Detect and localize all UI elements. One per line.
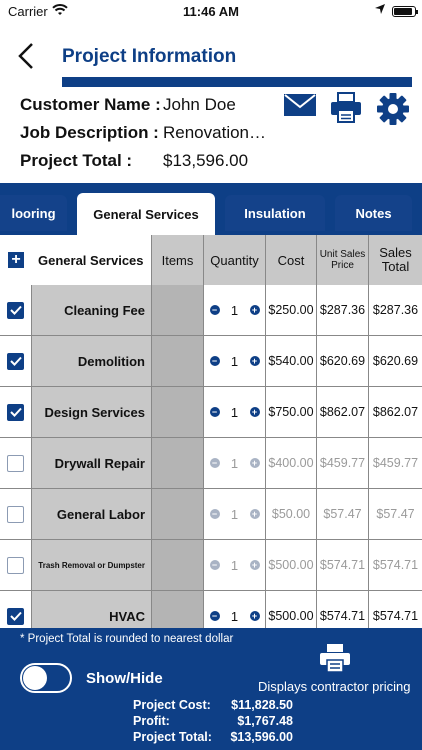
quantity-value: 1 <box>230 404 239 420</box>
row-checkbox[interactable] <box>7 404 24 421</box>
row-checkbox[interactable] <box>7 353 24 370</box>
tab-label: Notes <box>355 205 392 221</box>
gear-icon <box>376 92 410 126</box>
items-cell[interactable] <box>152 387 204 437</box>
sales-total-value: $862.07 <box>369 387 422 437</box>
items-cell[interactable] <box>152 336 204 386</box>
show-hide-toggle[interactable] <box>20 663 72 693</box>
back-button[interactable] <box>14 40 38 72</box>
cost-value[interactable]: $50.00 <box>266 489 317 539</box>
decrement-button[interactable]: − <box>210 509 220 519</box>
quantity-stepper <box>204 438 266 488</box>
table-header <box>0 235 422 285</box>
unit-sales-price-value: $574.71 <box>317 540 369 590</box>
unit-sales-price-value: $459.77 <box>317 438 369 488</box>
row-checkbox-cell <box>0 489 32 539</box>
decrement-button[interactable]: − <box>210 611 220 621</box>
table-row <box>0 336 422 387</box>
quantity-value: 1 <box>230 557 239 573</box>
page-title: Project Information <box>62 46 237 67</box>
sales-total-value: $57.47 <box>369 489 422 539</box>
show-hide-label: Show/Hide <box>86 670 163 687</box>
increment-button[interactable]: + <box>250 509 260 519</box>
footer-project-total-value: $13,596.00 <box>230 730 293 744</box>
unit-sales-price-value: $574.71 <box>317 591 369 641</box>
quantity-stepper <box>204 285 266 335</box>
unit-sales-price-value: $620.69 <box>317 336 369 386</box>
sales-total-value: $287.36 <box>369 285 422 335</box>
row-checkbox[interactable] <box>7 302 24 319</box>
decrement-button[interactable]: − <box>210 458 220 468</box>
increment-button[interactable]: + <box>250 611 260 621</box>
quantity-value: 1 <box>230 455 239 471</box>
print-button[interactable] <box>331 92 361 129</box>
increment-button[interactable]: + <box>250 458 260 468</box>
service-name: Demolition <box>32 336 152 386</box>
clock: 11:46 AM <box>183 4 239 19</box>
tab-label: looring <box>11 205 56 221</box>
row-checkbox-cell <box>0 540 32 590</box>
chevron-left-icon <box>14 40 38 72</box>
contractor-print-button[interactable] <box>320 643 350 678</box>
tab-label: General Services <box>93 206 199 222</box>
items-cell[interactable] <box>152 285 204 335</box>
quantity-stepper <box>204 336 266 386</box>
rounding-note: * Project Total is rounded to nearest dollar <box>20 633 234 645</box>
row-checkbox[interactable] <box>7 455 24 472</box>
contractor-pricing-label: Displays contractor pricing <box>258 679 411 694</box>
header-name <box>0 235 152 285</box>
table-row <box>0 438 422 489</box>
profit-value: $1,767.48 <box>237 714 293 728</box>
cost-value[interactable]: $400.00 <box>266 438 317 488</box>
service-name: Cleaning Fee <box>32 285 152 335</box>
table-row <box>0 540 422 591</box>
checkmark-icon <box>10 407 22 417</box>
tab-label: Insulation <box>244 205 306 221</box>
totals-summary <box>133 698 293 746</box>
quantity-stepper <box>204 387 266 437</box>
tab-flooring[interactable] <box>0 195 67 231</box>
cost-value[interactable]: $500.00 <box>266 540 317 590</box>
checkmark-icon <box>10 611 22 621</box>
decrement-button[interactable]: − <box>210 305 220 315</box>
unit-sales-price-value: $862.07 <box>317 387 369 437</box>
decrement-button[interactable]: − <box>210 356 220 366</box>
row-checkbox[interactable] <box>7 608 24 625</box>
row-checkbox-cell <box>0 387 32 437</box>
settings-button[interactable] <box>376 92 410 131</box>
quantity-value: 1 <box>230 608 239 624</box>
title-underline <box>62 77 412 87</box>
tab-general-services[interactable] <box>77 193 215 235</box>
service-name: HVAC <box>32 591 152 641</box>
job-description-label: Job Description : <box>20 123 159 142</box>
status-bar <box>0 0 422 24</box>
sales-total-value: $620.69 <box>369 336 422 386</box>
unit-sales-price-value: $57.47 <box>317 489 369 539</box>
header-items: Items <box>152 235 204 285</box>
job-description-value: Renovation… <box>163 123 267 142</box>
header-unit-sales-price: Unit Sales Price <box>317 235 369 285</box>
service-name: Trash Removal or Dumpster <box>32 540 152 590</box>
items-cell[interactable] <box>152 438 204 488</box>
project-info <box>20 95 300 179</box>
add-service-button[interactable] <box>8 252 24 268</box>
service-name: General Labor <box>32 489 152 539</box>
checkmark-icon <box>10 356 22 366</box>
plus-icon: + <box>11 251 21 268</box>
quantity-value: 1 <box>230 353 239 369</box>
unit-sales-price-value: $287.36 <box>317 285 369 335</box>
sales-total-value: $574.71 <box>369 540 422 590</box>
decrement-button[interactable]: − <box>210 560 220 570</box>
items-cell[interactable] <box>152 540 204 590</box>
footer-panel <box>0 628 422 750</box>
sales-total-value: $459.77 <box>369 438 422 488</box>
toggle-knob <box>23 666 47 690</box>
cost-value[interactable]: $750.00 <box>266 387 317 437</box>
service-name: Drywall Repair <box>32 438 152 488</box>
increment-button[interactable]: + <box>250 407 260 417</box>
row-checkbox[interactable] <box>7 557 24 574</box>
table-row <box>0 387 422 438</box>
customer-name-label: Customer Name : <box>20 95 161 114</box>
decrement-button[interactable]: − <box>210 407 220 417</box>
footer-project-total-label: Project Total: <box>133 730 212 744</box>
project-cost-value: $11,828.50 <box>231 698 293 712</box>
header-sales-total: Sales Total <box>369 235 422 285</box>
customer-name-value: John Doe <box>163 95 236 114</box>
header-name-label: General Services <box>38 252 144 268</box>
row-checkbox[interactable] <box>7 506 24 523</box>
tab-notes[interactable] <box>335 195 412 231</box>
table-row <box>0 285 422 336</box>
mail-icon <box>284 92 316 118</box>
project-cost-label: Project Cost: <box>133 698 211 712</box>
profit-label: Profit: <box>133 714 170 728</box>
items-cell[interactable] <box>152 489 204 539</box>
checkmark-icon <box>10 305 22 315</box>
service-name: Design Services <box>32 387 152 437</box>
printer-icon <box>320 643 350 673</box>
project-total-label: Project Total : <box>20 151 133 170</box>
increment-button[interactable]: + <box>250 305 260 315</box>
table-row <box>0 489 422 540</box>
header-cost: Cost <box>266 235 317 285</box>
carrier-label: Carrier <box>8 4 48 19</box>
row-checkbox-cell <box>0 285 32 335</box>
quantity-stepper <box>204 540 266 590</box>
tab-insulation[interactable] <box>225 195 325 231</box>
battery-icon <box>392 6 416 17</box>
cost-value[interactable]: $500.00 <box>266 591 317 641</box>
cost-value[interactable]: $250.00 <box>266 285 317 335</box>
printer-icon <box>331 92 361 124</box>
increment-button[interactable]: + <box>250 356 260 366</box>
row-checkbox-cell <box>0 336 32 386</box>
cost-value[interactable]: $540.00 <box>266 336 317 386</box>
quantity-stepper <box>204 489 266 539</box>
project-total-value: $13,596.00 <box>163 151 249 170</box>
increment-button[interactable]: + <box>250 560 260 570</box>
sales-total-value: $574.71 <box>369 591 422 641</box>
row-checkbox-cell <box>0 438 32 488</box>
email-button[interactable] <box>284 92 316 123</box>
quantity-value: 1 <box>230 506 239 522</box>
location-icon <box>374 3 386 18</box>
quantity-value: 1 <box>230 302 239 318</box>
header-quantity: Quantity <box>204 235 266 285</box>
